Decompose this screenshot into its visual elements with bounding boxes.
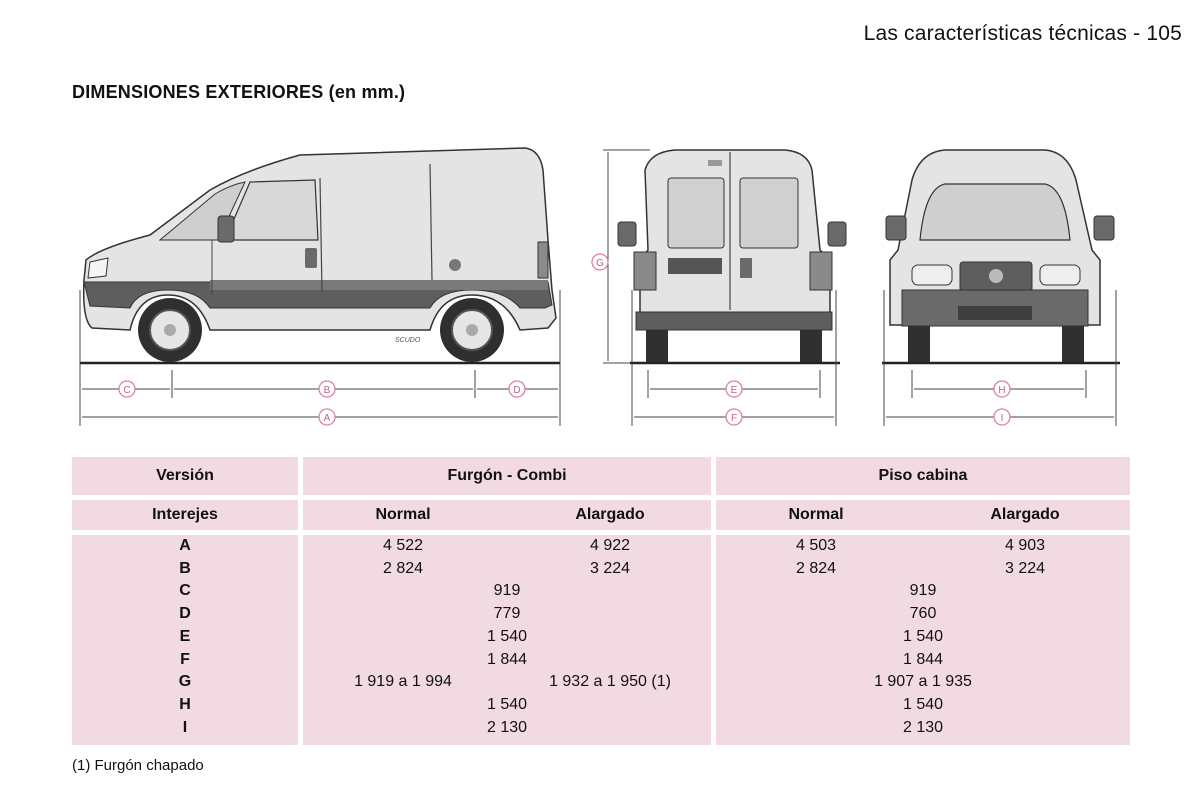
header-furgon-combi: Furgón - Combi — [303, 457, 711, 495]
row-label: A — [179, 537, 191, 554]
cell-fc-alargado: 1 932 a 1 950 (1) — [549, 673, 671, 691]
dimension-drawings — [0, 130, 1200, 430]
cell-pc-common: 760 — [909, 605, 937, 623]
side-badge: SCUDO — [395, 337, 421, 344]
cell-fc-normal: 4 522 — [382, 537, 424, 554]
label-d: D — [513, 385, 521, 396]
header-pc-normal: Normal — [788, 506, 844, 523]
cell-fc-common: 779 — [493, 605, 521, 623]
cell-pc-alargado: 4 903 — [1004, 537, 1046, 554]
table-row — [72, 626, 1130, 648]
label-c: C — [123, 385, 131, 396]
label-e: E — [730, 385, 738, 396]
cell-pc-common: 1 844 — [902, 650, 944, 668]
table-row — [72, 580, 1130, 602]
van-side-view — [80, 148, 560, 363]
header-interejes: Interejes — [72, 500, 298, 530]
cell-pc-alargado: 3 224 — [1004, 559, 1046, 577]
header-piso-cabina: Piso cabina — [716, 457, 1130, 495]
table-row — [72, 717, 1130, 739]
cell-pc-normal: 2 824 — [795, 559, 837, 577]
cell-fc-common: 1 844 — [486, 650, 528, 668]
row-label: H — [179, 695, 191, 713]
van-front-view — [882, 150, 1120, 363]
row-label: D — [179, 605, 191, 623]
header-version: Versión — [72, 457, 298, 495]
cell-fc-normal: 1 919 a 1 994 — [354, 673, 452, 691]
table-row — [72, 558, 1130, 580]
footnote: (1) Furgón chapado — [72, 757, 204, 774]
cell-fc-normal: 2 824 — [382, 559, 424, 577]
row-label: B — [179, 559, 191, 577]
cell-fc-common: 1 540 — [486, 627, 528, 645]
table-row — [72, 694, 1130, 716]
cell-fc-common: 919 — [493, 582, 521, 600]
cell-pc-common: 1 907 a 1 935 — [874, 673, 972, 691]
row-label: C — [179, 582, 191, 600]
table-row — [72, 535, 1130, 557]
table-header-row — [72, 457, 1130, 495]
label-g: G — [596, 258, 604, 269]
label-f: F — [730, 413, 738, 424]
cell-fc-common: 1 540 — [486, 695, 528, 713]
subheader-labels — [72, 504, 1130, 526]
cell-fc-alargado: 4 922 — [589, 537, 631, 554]
table-row — [72, 671, 1130, 693]
row-label: G — [178, 673, 192, 691]
cell-fc-common: 2 130 — [486, 718, 528, 736]
table-row — [72, 603, 1130, 625]
van-rear-view — [618, 150, 846, 363]
cell-pc-common: 1 540 — [902, 627, 944, 645]
label-i: I — [1000, 413, 1004, 424]
label-b: B — [323, 385, 331, 396]
header-pc-alargado: Alargado — [990, 506, 1060, 523]
header-fc-alargado: Alargado — [575, 506, 645, 523]
cell-pc-normal: 4 503 — [795, 537, 837, 554]
header-fc-normal: Normal — [375, 506, 431, 523]
page-header: Las características técnicas - 105 — [863, 22, 1182, 45]
label-h: H — [998, 385, 1006, 396]
section-title: DIMENSIONES EXTERIORES (en mm.) — [72, 82, 406, 102]
row-label: F — [180, 650, 190, 668]
row-label: E — [179, 627, 191, 645]
table-subheader-row — [72, 500, 1130, 530]
cell-pc-common: 1 540 — [902, 695, 944, 713]
row-label: I — [182, 718, 188, 736]
label-a: A — [323, 413, 331, 424]
table-row — [72, 649, 1130, 671]
cell-fc-alargado: 3 224 — [589, 559, 631, 577]
cell-pc-common: 919 — [909, 582, 937, 600]
cell-pc-common: 2 130 — [902, 718, 944, 736]
